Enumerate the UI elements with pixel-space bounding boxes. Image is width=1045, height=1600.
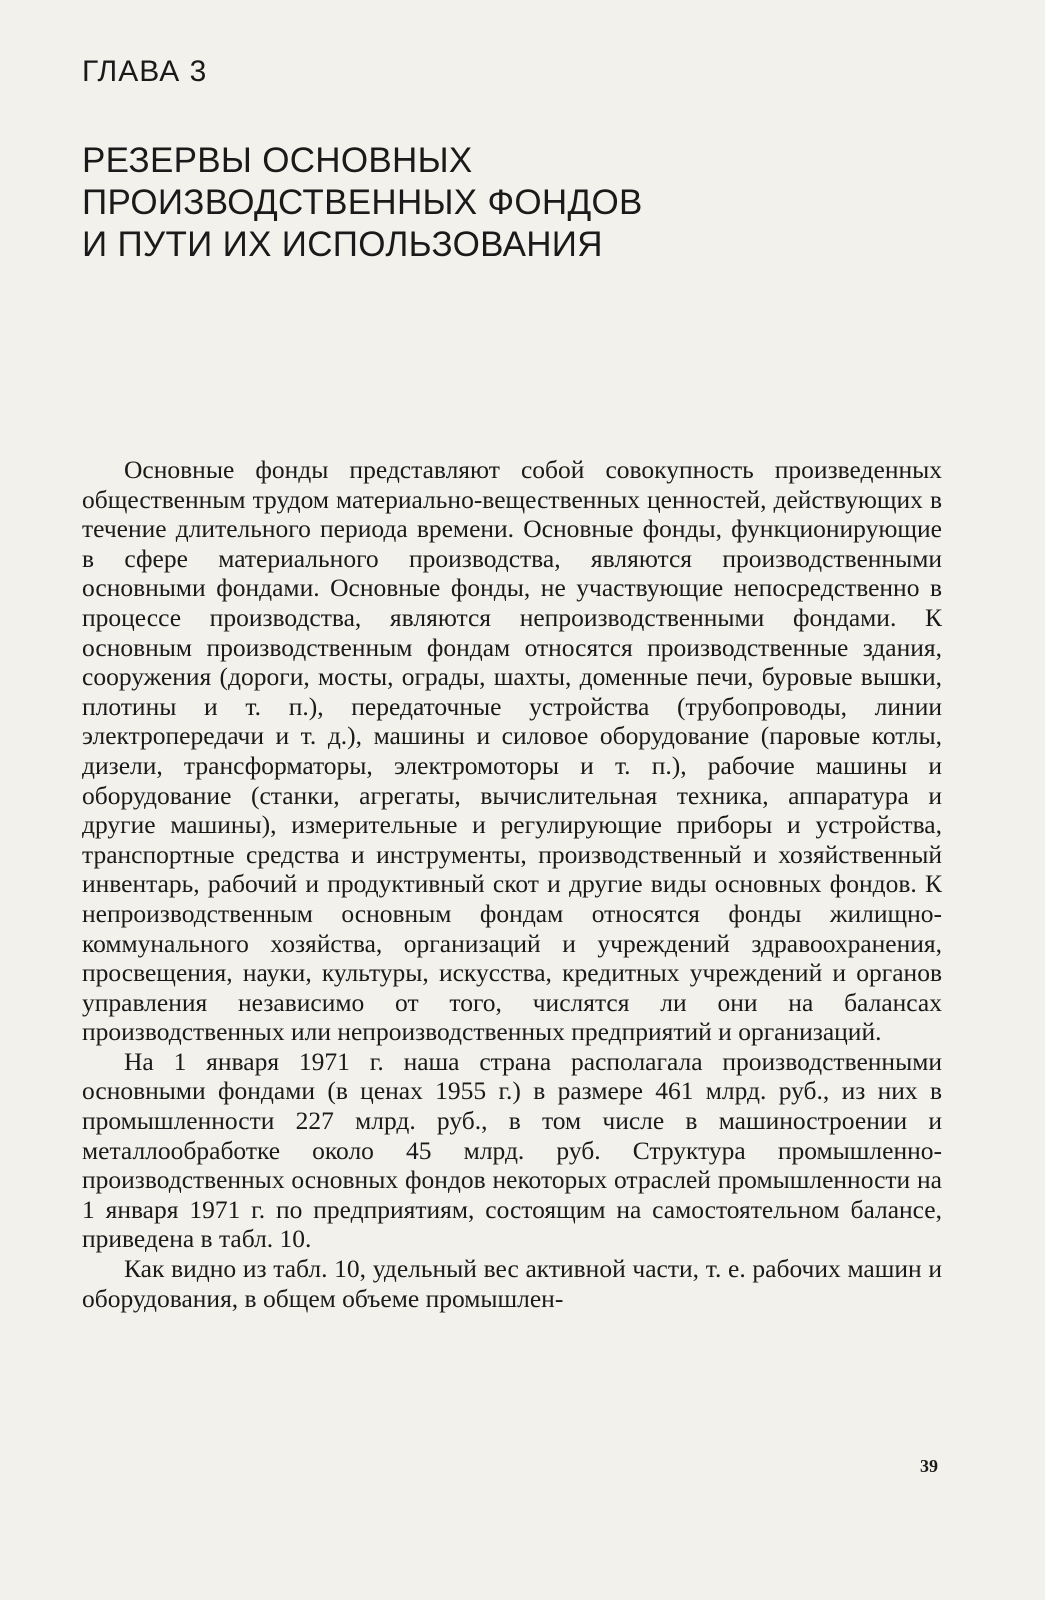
paragraph-3: Как видно из табл. 10, удельный вес активной части, т. е. рабочих машин и оборудования, в общем объеме промышлен- [82,1254,942,1313]
chapter-title [82,140,643,266]
chapter-title-line-1: РЕЗЕРВЫ ОСНОВНЫХ [82,141,473,180]
page-number: 39 [920,1456,938,1476]
chapter-title-line-2: ПРОИЗВОДСТВЕННЫХ ФОНДОВ [82,183,643,222]
paragraph-2: На 1 января 1971 г. наша страна располагала производственными основными фондами (в ценах 1955 г.) в размере 461 млрд. руб., из них в промышленности 227 млрд. руб., в том числе в машиностроении и металлообработке около 45 млрд. руб. Структура промышленно-производственных основных фондов некоторых отраслей промышленности на 1 января 1971 г. по предприятиям, состоящим на самостоятельном балансе, приведена в табл. 10. [82,1046,942,1254]
paragraph-1: Основные фонды представляют собой совокупность произведенных общественным трудом материально-вещественных ценностей, действующих в течение длительного периода времени. Основные фонды, функционирующие в сфере материального производства, являются производственными основными фондами. Основные фонды, не участвующие непосредственно в процессе производства, являются непроизводственными фондами. К основным производственным фондам относятся производственные здания, сооружения (дороги, мосты, ограды, шахты, доменные печи, буровые вышки, плотины и т. п.), передаточные устройства (трубопроводы, линии электропередачи и т. д.), машины и силовое оборудование (паровые котлы, дизели, трансформаторы, электромоторы и т. п.), рабочие машины и оборудование (станки, агрегаты, вычислительная техника, аппаратура и другие машины), измерительные и регулирующие приборы и устройства, транспортные средства и инструменты, производственный и хозяйственный инвентарь, рабочий и продуктивный скот и другие виды основных фондов. К непроизводственным основным фондам относятся фонды жилищно-коммунального хозяйства, организаций и учреждений здравоохранения, просвещения, науки, культуры, искусства, кредитных учреждений и органов управления независимо от того, числятся ли они на балансах производственных или непроизводственных предприятий и организаций. [82,455,942,1047]
chapter-label: ГЛАВА 3 [82,55,208,88]
body-text [82,455,942,1313]
chapter-title-line-3: И ПУТИ ИХ ИСПОЛЬЗОВАНИЯ [82,225,603,264]
